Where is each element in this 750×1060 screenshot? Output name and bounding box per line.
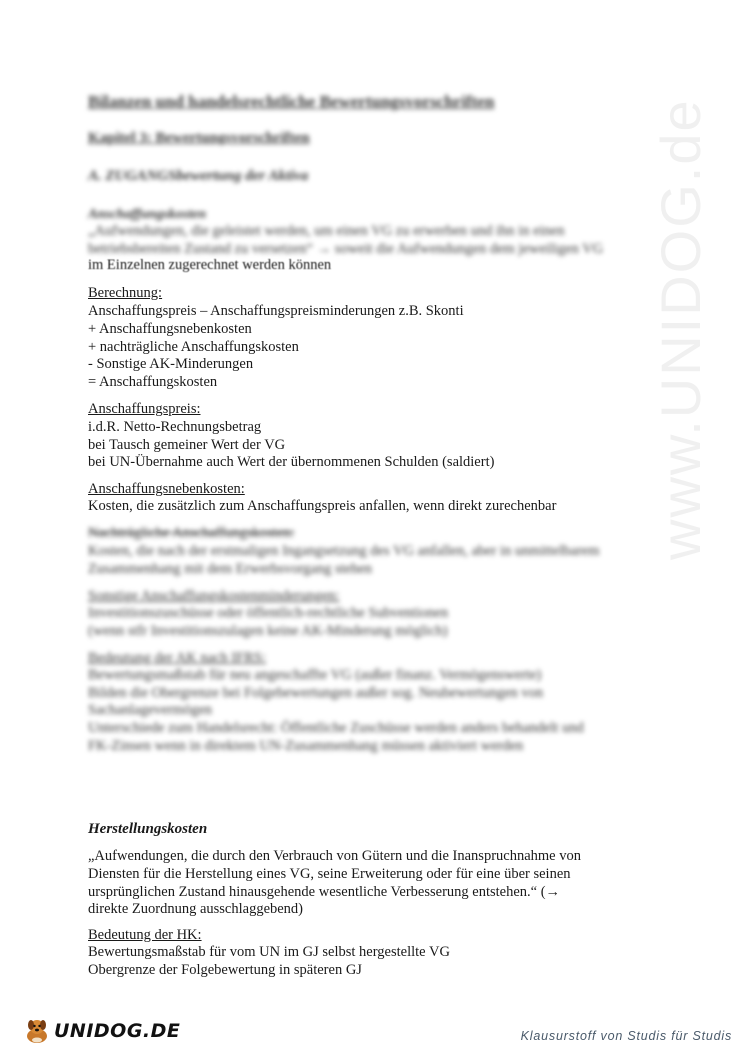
footer-tagline: Klausurstoff von Studis für Studis [520,1029,732,1043]
ifrs-line: Bilden die Obergrenze bei Folgebewertungen außer sog. Neubewertungen von [88,685,544,701]
section-title: A. ZUGANGSbewertung der Aktiva [88,168,309,184]
sonstige-line: (wenn stfr Investitionszulagen keine AK-Minderung möglich) [88,623,448,639]
berechnung-line: + Anschaffungsnebenkosten [88,321,252,337]
hk-bedeutung-line: Obergrenze der Folgebewertung in späteren GJ [88,962,362,978]
ifrs-line: Unterschiede zum Handelsrecht: Öffentliche Zuschüsse werden anders behandelt und [88,720,584,736]
anschaffungspreis-line: bei UN-Übernahme auch Wert der übernommenen Schulden (saldiert) [88,454,495,470]
ifrs-line: FK-Zinsen wenn in direktem UN-Zusammenhang müssen aktiviert werden [88,738,524,754]
sonstige-heading: Sonstige Anschaffungskostenminderungen: [88,588,340,604]
anschaffungspreis-line: i.d.R. Netto-Rechnungsbetrag [88,419,262,435]
ifrs-heading: Bedeutung der AK nach IFRS: [88,650,267,666]
ak-definition-line: „Aufwendungen, die geleistet werden, um einen VG zu erwerben und ihn in einen [88,223,565,239]
nachtraegliche-line: Zusammenhang mit dem Erwerbsvorgang stehen [88,561,373,577]
berechnung-line: + nachträgliche Anschaffungskosten [88,339,299,355]
chapter-title: Kapitel 3: Bewertungsvorschriften [88,130,310,146]
anschaffungspreis-heading: Anschaffungspreis: [88,401,201,417]
anschaffungspreis-line: bei Tausch gemeiner Wert der VG [88,437,286,453]
unidog-logo[interactable] [22,1016,180,1046]
nachtraegliche-line: Kosten, die nach der erstmaligen Ingangsetzung des VG anfallen, aber in unmittelbarem [88,543,600,559]
sonstige-line: Investitionszuschüsse oder öffentlich-rechtliche Subventionen [88,605,449,621]
ak-definition-line: betriebsbereiten Zustand zu versetzen“ → soweit die Aufwendungen dem jeweiligen VG [88,241,604,257]
hk-bedeutung-line: Bewertungsmaßstab für vom UN im GJ selbst hergestellte VG [88,944,450,960]
berechnung-line: - Sonstige AK-Minderungen [88,356,254,372]
watermark: www.UNIDOG.de [649,98,712,560]
ak-heading: Anschaffungskosten [88,207,207,222]
nebenkosten-line: Kosten, die zusätzlich zum Anschaffungspreis anfallen, wenn direkt zurechenbar [88,498,557,514]
ak-definition-line: im Einzelnen zugerechnet werden können [88,257,332,273]
hk-bedeutung-heading: Bedeutung der HK: [88,927,202,943]
nebenkosten-heading: Anschaffungsnebenkosten: [88,481,245,497]
hk-quote-line: ursprünglichen Zustand hinausgehende wesentliche Verbesserung entstehen.“ (→ [88,884,561,900]
dog-icon [22,1016,52,1046]
hk-heading: Herstellungskosten [88,821,208,837]
page-title: Bilanzen und handelsrechtliche Bewertungsvorschriften [88,92,495,111]
hk-quote-line: „Aufwendungen, die durch den Verbrauch von Gütern und die Inanspruchnahme von [88,848,581,864]
ifrs-line: Sachanlagevermögen [88,702,213,718]
hk-quote-line: direkte Zuordnung ausschlaggebend) [88,901,304,917]
nachtraegliche-heading: Nachträgliche Anschaffungskosten: [88,525,295,541]
berechnung-line: Anschaffungspreis – Anschaffungspreisminderungen z.B. Skonti [88,303,464,319]
logo-text: UNIDOG.DE [54,1020,181,1042]
hk-quote-line: Diensten für die Herstellung eines VG, seine Erweiterung oder für eine über seinen [88,866,571,882]
berechnung-line: = Anschaffungskosten [88,374,218,390]
ifrs-line: Bewertungsmaßstab für neu angeschaffte VG (außer finanz. Vermögenswerte) [88,667,542,683]
berechnung-heading: Berechnung: [88,285,163,301]
